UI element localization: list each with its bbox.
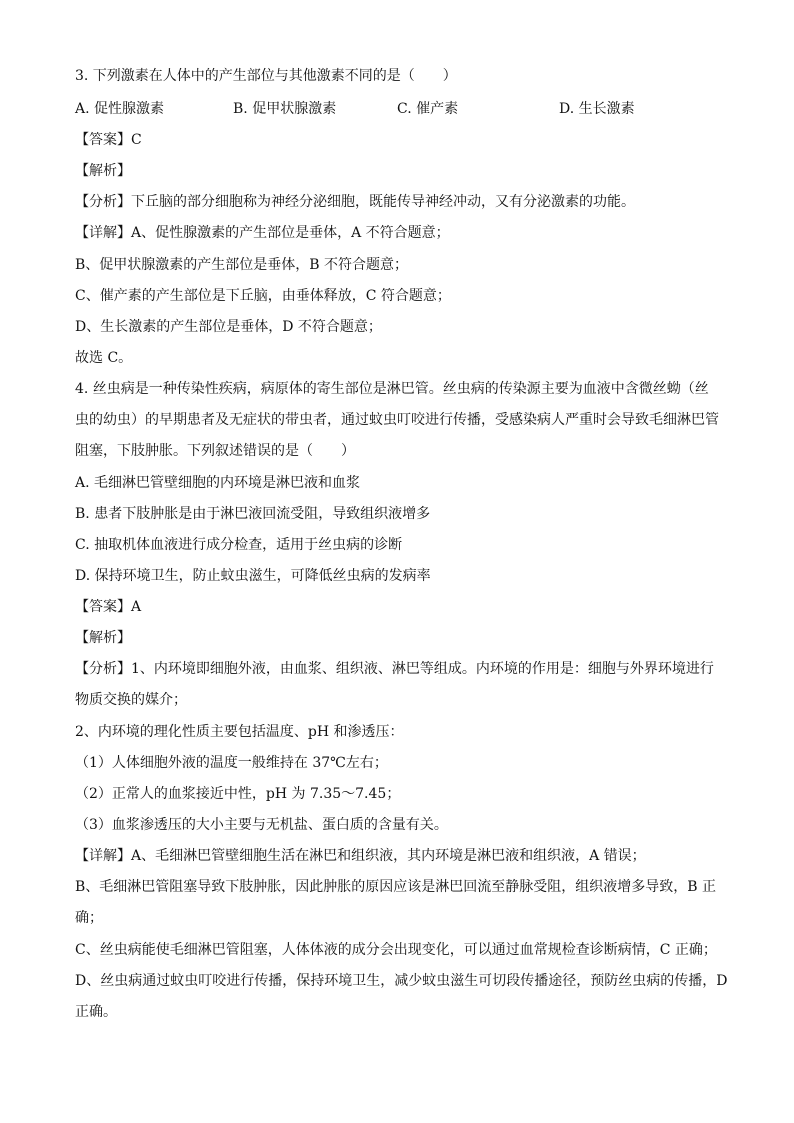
- q3-analysis-heading: 【解析】: [75, 163, 131, 179]
- q4-detail-line: 正确。: [75, 1004, 117, 1020]
- q4-stem-line: 阻塞，下肢肿胀。下列叙述错误的是（ ）: [75, 443, 355, 459]
- q3-option-d: D. 生长激素: [559, 101, 635, 117]
- q4-point-line: （3）血浆渗透压的大小主要与无机盐、蛋白质的含量有关。: [75, 817, 448, 833]
- q4-option-c: C. 抽取机体血液进行成分检查，适用于丝虫病的诊断: [75, 537, 403, 553]
- q3-option-a: A. 促性腺激素: [75, 101, 165, 117]
- q4-analysis-heading: 【解析】: [75, 630, 131, 646]
- q4-stem-line: 虫的幼虫）的早期患者及无症状的带虫者，通过蚊虫叮咬进行传播，受感染病人严重时会导致毛细淋巴管: [75, 412, 719, 428]
- q4-detail-line: B、毛细淋巴管阻塞导致下肢肿胀，因此肿胀的原因应该是淋巴回流至静脉受阻，组织液增多导致，B 正: [75, 879, 717, 895]
- q3-option-b: B. 促甲状腺激素: [233, 101, 337, 117]
- q3-detail-line: B、促甲状腺激素的产生部位是垂体，B 不符合题意；: [75, 257, 409, 273]
- q3-stem: 3. 下列激素在人体中的产生部位与其他激素不同的是（ ）: [75, 68, 457, 84]
- q4-fenxi-line: 物质交换的媒介；: [75, 692, 187, 708]
- q3-conclusion: 故选 C。: [75, 350, 133, 366]
- q3-answer: 【答案】C: [75, 132, 142, 148]
- q4-point-line: （2）正常人的血浆接近中性，pH 为 7.35～7.45；: [75, 786, 401, 802]
- q4-answer: 【答案】A: [75, 599, 142, 615]
- q3-detail-line: D、生长激素的产生部位是垂体，D 不符合题意；: [75, 319, 382, 335]
- q3-fenxi: 【分析】下丘脑的部分细胞称为神经分泌细胞，既能传导神经冲动，又有分泌激素的功能。: [75, 194, 635, 210]
- q4-detail-line: C、丝虫病能使毛细淋巴管阻塞，人体体液的成分会出现变化，可以通过血常规检查诊断病情，C 正确；: [75, 942, 717, 958]
- q3-option-c: C. 催产素: [397, 101, 459, 117]
- q4-fenxi-line: 【分析】1、内环境即细胞外液，由血浆、组织液、淋巴等组成。内环境的作用是：细胞与外界环境进行: [75, 661, 714, 677]
- q4-stem-line: 4. 丝虫病是一种传染性疾病，病原体的寄生部位是淋巴管。丝虫病的传染源主要为血液中含微丝蚴（丝: [75, 381, 709, 397]
- q4-point-line: 2、内环境的理化性质主要包括温度、pH 和渗透压：: [75, 724, 404, 740]
- q4-point-line: （1）人体细胞外液的温度一般维持在 37℃左右；: [75, 755, 388, 771]
- q3-detail-line: C、催产素的产生部位是下丘脑，由垂体释放，C 符合题意；: [75, 288, 451, 304]
- q3-detail-line: 【详解】A、促性腺激素的产生部位是垂体，A 不符合题意；: [75, 225, 450, 241]
- q4-detail-line: 确；: [75, 910, 103, 926]
- q4-option-b: B. 患者下肢肿胀是由于淋巴液回流受阻，导致组织液增多: [75, 506, 431, 522]
- q4-detail-line: D、丝虫病通过蚊虫叮咬进行传播，保持环境卫生，减少蚊虫滋生可切段传播途径，预防丝虫病的传播，D: [75, 973, 728, 989]
- q4-option-d: D. 保持环境卫生，防止蚊虫滋生，可降低丝虫病的发病率: [75, 568, 431, 584]
- q4-option-a: A. 毛细淋巴管壁细胞的内环境是淋巴液和血浆: [75, 475, 361, 491]
- q4-detail-line: 【详解】A、毛细淋巴管壁细胞生活在淋巴和组织液，其内环境是淋巴液和组织液，A 错误；: [75, 848, 646, 864]
